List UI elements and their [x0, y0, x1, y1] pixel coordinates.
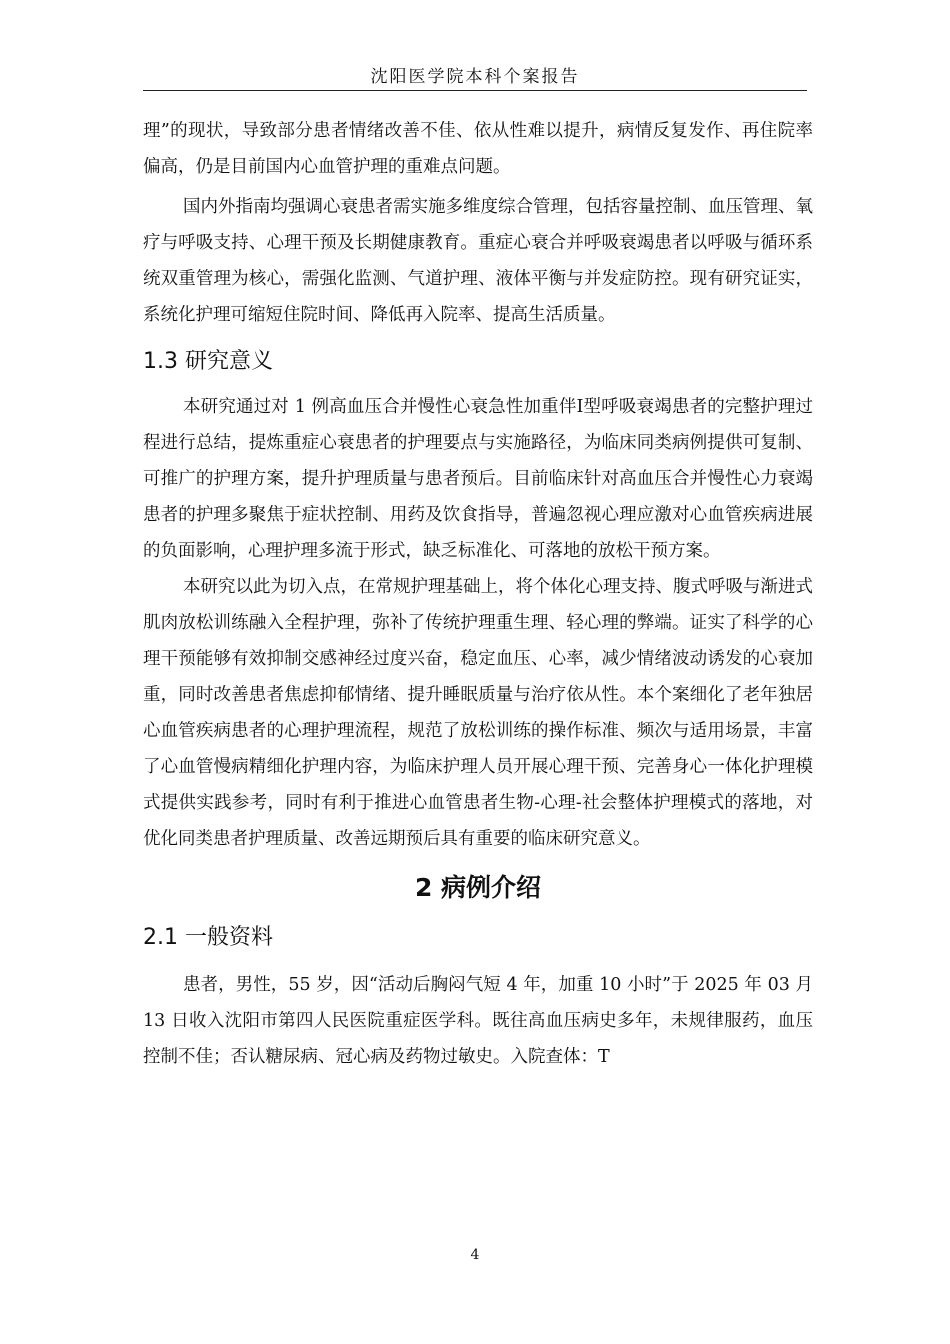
body-paragraph: 本研究通过对 1 例高血压合并慢性心衰急性加重伴Ⅰ型呼吸衰竭患者的完整护理过程进行总结，提炼重症心衰患者的护理要点与实施路径，为临床同类病例提供可复制、可推广的护理方案，提升护理质量与患者预后。目前临床针对高血压合并慢性心力衰竭患者的护理多聚焦于症状控制、用药及饮食指导，普遍忽视心理应激对心血管疾病进展的负面影响，心理护理多流于形式，缺乏标准化、可落地的放松干预方案。: [143, 397, 813, 561]
chapter-heading: 2 病例介绍: [414, 873, 542, 902]
section-heading-2-1: 2.1 一般资料: [143, 925, 273, 950]
body-paragraph: 患者，男性，55 岁，因“活动后胸闷气短 4 年，加重 10 小时”于 2025 年 03 月 13 日收入沈阳市第四人民医院重症医学科。既往高血压病史多年，未规律服药，血压控制不佳；否认糖尿病、冠心病及药物过敏史。入院查体：T: [143, 975, 813, 1067]
header-divider: [143, 90, 807, 91]
section-heading-1-3: 1.3 研究意义: [143, 349, 273, 374]
page-number: 4: [470, 1247, 480, 1263]
body-paragraph: 理”的现状，导致部分患者情绪改善不佳、依从性难以提升，病情反复发作、再住院率偏高，仍是目前国内心血管护理的重难点问题。: [143, 121, 813, 177]
page-header: 沈阳医学院本科个案报告: [370, 67, 580, 87]
body-paragraph: 本研究以此为切入点，在常规护理基础上，将个体化心理支持、腹式呼吸与渐进式肌肉放松训练融入全程护理，弥补了传统护理重生理、轻心理的弊端。证实了科学的心理干预能够有效抑制交感神经过度兴奋，稳定血压、心率，减少情绪波动诱发的心衰加重，同时改善患者焦虑抑郁情绪、提升睡眠质量与治疗依从性。本个案细化了老年独居心血管疾病患者的心理护理流程，规范了放松训练的操作标准、频次与适用场景，丰富了心血管慢病精细化护理内容，为临床护理人员开展心理干预、完善身心一体化护理模式提供实践参考，同时有利于推进心血管患者生物-心理-社会整体护理模式的落地，对优化同类患者护理质量、改善远期预后具有重要的临床研究意义。: [143, 577, 813, 849]
body-paragraph: 国内外指南均强调心衰患者需实施多维度综合管理，包括容量控制、血压管理、氧疗与呼吸支持、心理干预及长期健康教育。重症心衰合并呼吸衰竭患者以呼吸与循环系统双重管理为核心，需强化监测、气道护理、液体平衡与并发症防控。现有研究证实，系统化护理可缩短住院时间、降低再入院率、提高生活质量。: [143, 197, 813, 325]
page-body: [143, 113, 813, 1075]
